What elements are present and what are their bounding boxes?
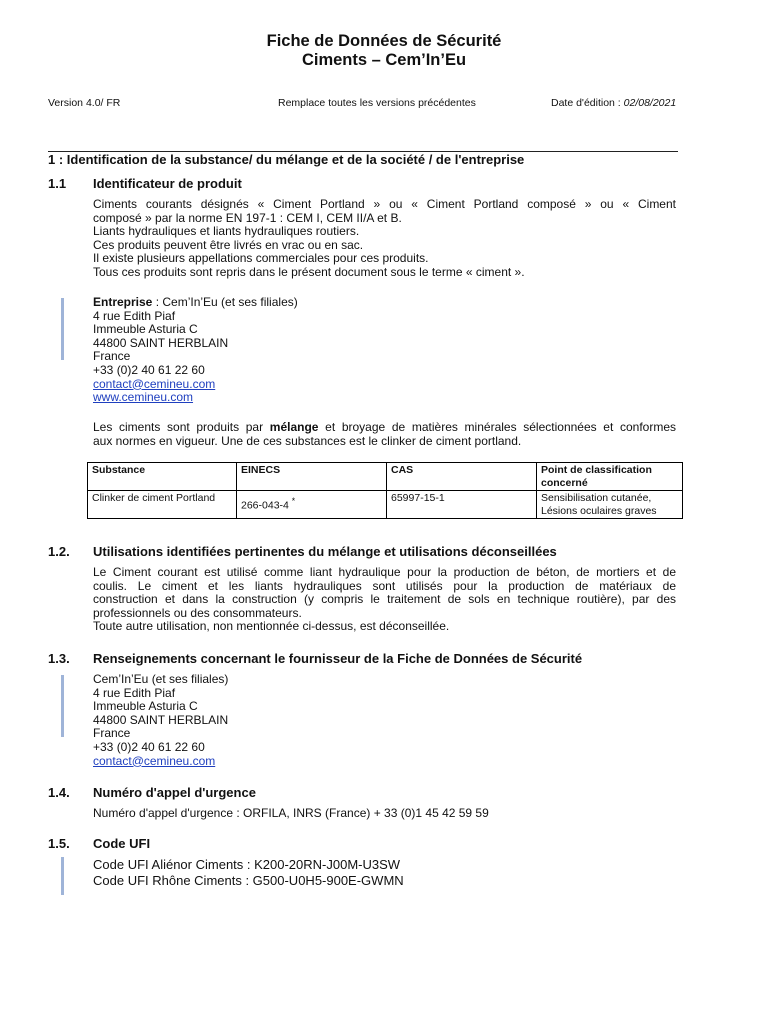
section-1-2-number: 1.2. — [48, 544, 70, 559]
einecs-footnote-mark: * — [291, 496, 296, 506]
section-1-3-title: Renseignements concernant le fournisseur de la Fiche de Données de Sécurité — [93, 651, 583, 666]
emergency-number — [93, 807, 676, 821]
date-label: Date d'édition : — [551, 97, 624, 109]
table-row — [88, 491, 683, 519]
section-1-3-number: 1.3. — [48, 651, 70, 666]
product-line: Ciments courants désignés « Ciment Portland » ou « Ciment Portland composé » ou « Ciment — [93, 197, 676, 211]
email-link[interactable]: contact@cemineu.com — [93, 376, 216, 391]
ufi-code-alienor: Code UFI Aliénor Ciments : K200-20RN-J00M-U3SW — [93, 857, 401, 872]
address-line: Immeuble Asturia C — [93, 322, 198, 337]
section-1-4-title: Numéro d'appel d'urgence — [93, 785, 256, 800]
uses-line: Le Ciment courant est utilisé comme liant hydraulique pour la production de béton, de mortiers et de — [93, 565, 676, 579]
product-line: composé » par la norme EN 197-1 : CEM I, CEM II/A et B. — [93, 210, 402, 225]
address-line: 4 rue Edith Piaf — [93, 308, 176, 323]
change-bar — [61, 857, 64, 895]
emergency-text: Numéro d'appel d'urgence : ORFILA, INRS (France) + 33 (0)1 45 42 59 59 — [93, 806, 489, 820]
cas-cell: 65997-15-1 — [387, 491, 537, 519]
mixture-line — [93, 421, 676, 435]
section-1-1-number: 1.1 — [48, 176, 67, 191]
address-line: France — [93, 349, 131, 364]
section-1-title: 1 : Identification de la substance/ du mélange et de la société / de l'entreprise — [48, 152, 525, 167]
table-header: EINECS — [237, 463, 387, 491]
ufi-codes — [93, 857, 404, 889]
uses-line: Toute autre utilisation, non mentionnée ci-dessus, est déconseillée. — [93, 619, 450, 634]
website-link[interactable]: www.cemineu.com — [93, 390, 194, 405]
company-block — [93, 296, 676, 405]
substance-table — [87, 462, 683, 519]
supplier-block — [93, 673, 676, 768]
uses-text — [93, 566, 676, 634]
address-line: Immeuble Asturia C — [93, 699, 198, 714]
product-line: Ces produits peuvent être livrés en vrac ou en sac. — [93, 237, 364, 252]
classification-line: Sensibilisation cutanée, — [541, 492, 652, 504]
section-1-5-title: Code UFI — [93, 836, 151, 851]
section-1-4-number: 1.4. — [48, 785, 70, 800]
document-title: Fiche de Données de Sécurité — [266, 32, 502, 50]
address-line: 4 rue Edith Piaf — [93, 685, 176, 700]
phone-number: +33 (0)2 40 61 22 60 — [93, 362, 205, 377]
ufi-code-rhone: Code UFI Rhône Ciments : G500-U0H5-900E-GWMN — [93, 873, 404, 888]
document-subtitle: Ciments – Cem’In’Eu — [301, 51, 467, 69]
product-line: Liants hydrauliques et liants hydrauliques routiers. — [93, 224, 360, 239]
change-bar — [61, 675, 64, 737]
edition-date — [551, 97, 676, 109]
classification-line: Lésions oculaires graves — [541, 504, 657, 517]
company-label: Entreprise — [93, 295, 153, 309]
phone-number: +33 (0)2 40 61 22 60 — [93, 739, 205, 754]
email-link[interactable]: contact@cemineu.com — [93, 753, 216, 768]
table-header: Point de classification concerné — [537, 463, 683, 491]
uses-line: construction et dans la construction (y compris le traitement de sols en technique routière), par des — [93, 592, 676, 607]
table-header: CAS — [387, 463, 537, 491]
uses-line: professionnels ou des consommateurs. — [93, 605, 302, 620]
replace-label: Remplace toutes les versions précédentes — [278, 97, 476, 109]
date-value: 02/08/2021 — [623, 97, 677, 109]
section-1-2-title: Utilisations identifiées pertinentes du mélange et utilisations déconseillées — [93, 544, 557, 559]
address-line: France — [93, 726, 131, 741]
mixture-line-2: aux normes en vigueur. Une de ces substances est le clinker de ciment portland. — [93, 433, 522, 448]
mixture-text-a: Les ciments sont produits par — [93, 420, 270, 434]
version-label: Version 4.0/ FR — [48, 97, 121, 109]
einecs-value: 266-043-4 — [241, 499, 289, 512]
section-1-5-number: 1.5. — [48, 836, 70, 851]
einecs-cell — [237, 491, 387, 519]
section-1-1-title: Identificateur de produit — [93, 176, 242, 191]
product-identifier-text — [93, 198, 676, 280]
company-line — [93, 296, 676, 310]
table-header: Substance — [88, 463, 237, 491]
supplier-name: Cem’In’Eu (et ses filiales) — [93, 672, 229, 686]
mixture-text — [93, 421, 676, 448]
classification-cell — [537, 491, 683, 519]
address-line: 44800 SAINT HERBLAIN — [93, 712, 229, 727]
mixture-bold: mélange — [269, 420, 319, 434]
change-bar — [61, 298, 64, 360]
product-line: Il existe plusieurs appellations commerciales pour ces produits. — [93, 251, 429, 266]
company-name: : Cem’In’Eu (et ses filiales) — [152, 295, 298, 309]
address-line: 44800 SAINT HERBLAIN — [93, 335, 229, 350]
substance-cell: Clinker de ciment Portland — [88, 491, 237, 519]
product-line: Tous ces produits sont repris dans le présent document sous le terme « ciment ». — [93, 264, 525, 279]
table-header-row — [88, 463, 683, 491]
mixture-text-b: et broyage de matières minérales sélectionnées et conformes — [318, 420, 677, 434]
uses-line: coulis. Le ciment et les liants hydrauliques sont utilisés pour la production de matériaux de — [93, 578, 676, 593]
